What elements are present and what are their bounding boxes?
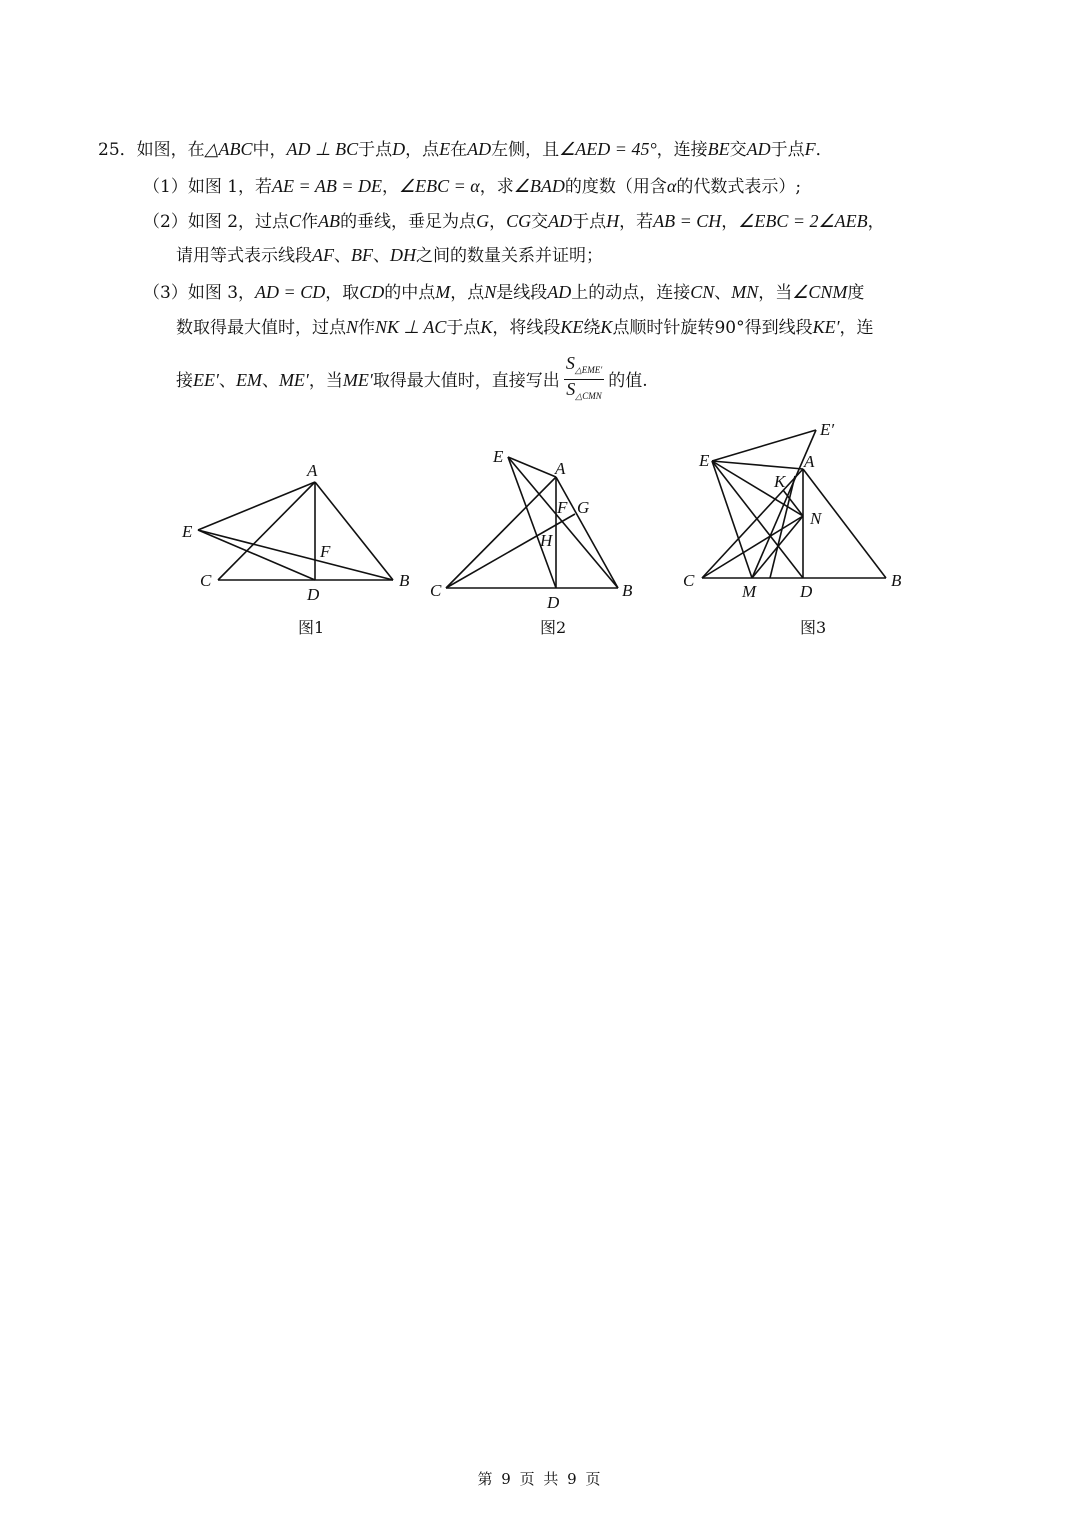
- fig3-label-N: N: [810, 509, 822, 528]
- figure-2-lines: [446, 457, 618, 588]
- problem-number: 25．: [98, 140, 137, 160]
- fig2-label-F: F: [557, 498, 568, 517]
- fig1-label-A: A: [307, 461, 318, 480]
- problem-stem: 25．如图，在△ABC中，AD ⊥ BC于点D，点E在AD左侧，且∠AED = 45°，连接BE交AD于点F．: [98, 139, 833, 160]
- fig1-label-D: D: [307, 585, 320, 604]
- fig2-label-C: C: [430, 581, 442, 600]
- fig2-label-B: B: [622, 581, 633, 600]
- question-1: （1）如图 1，若AE = AB = DE，∠EBC = α，求∠BAD的度数（用含α的代数式表示）;: [143, 176, 802, 197]
- question-2-line-1: （2）如图 2，过点C作AB的垂线，垂足为点G，CG交AD于点H，若AB = CH，∠EBC = 2∠AEB，: [143, 211, 885, 232]
- fig2-label-H: H: [540, 531, 553, 550]
- fig3-label-C: C: [683, 571, 695, 590]
- fig1-label-E: E: [182, 522, 193, 541]
- fig2-label-D: D: [547, 593, 560, 612]
- fig1-caption: 图1: [298, 618, 325, 637]
- figure-1-lines: [198, 482, 393, 580]
- fig2-label-G: G: [577, 498, 590, 517]
- page-footer: 第 9 页 共 9 页: [477, 1470, 603, 1488]
- fig1-label-F: F: [320, 542, 331, 561]
- fig2-caption: 图2: [540, 618, 567, 637]
- fig1-label-B: B: [399, 571, 410, 590]
- figure-3-lines: [702, 430, 886, 578]
- fig3-label-A: A: [804, 452, 815, 471]
- fig3-label-K: K: [774, 472, 786, 491]
- question-2-line-2: 请用等式表示线段AF、BF、DH之间的数量关系并证明；: [176, 245, 603, 266]
- fig3-label-Eprime: E′: [820, 420, 835, 439]
- fig3-caption: 图3: [800, 618, 827, 637]
- question-3-line-2: 数取得最大值时，过点N作NK ⊥ AC于点K，将线段KE绕K点顺时针旋转90°得到线段KE′，连: [176, 317, 874, 338]
- fig3-label-D: D: [800, 582, 813, 601]
- fig2-label-A: A: [555, 459, 566, 478]
- fig3-label-B: B: [891, 571, 902, 590]
- question-3-line-3: 接EE′、EM、ME′，当ME′取得最大值时，直接写出 $\frac{S_{\triangle EME'}}{S_{\triangle CMN}}$ 的值.: [176, 356, 648, 407]
- area-ratio-fraction: $\frac{S_{\triangle EME'}}{S_{\triangle CMN}}$: [565, 353, 603, 401]
- fig1-label-C: C: [200, 571, 212, 590]
- fig3-label-E: E: [699, 451, 710, 470]
- fig3-label-M: M: [742, 582, 757, 601]
- question-3-line-1: （3）如图 3，AD = CD，取CD的中点M，点N是线段AD上的动点，连接CN、MN，当∠CNM度: [143, 282, 865, 303]
- figures: [0, 0, 1080, 660]
- fig2-label-E: E: [493, 447, 504, 466]
